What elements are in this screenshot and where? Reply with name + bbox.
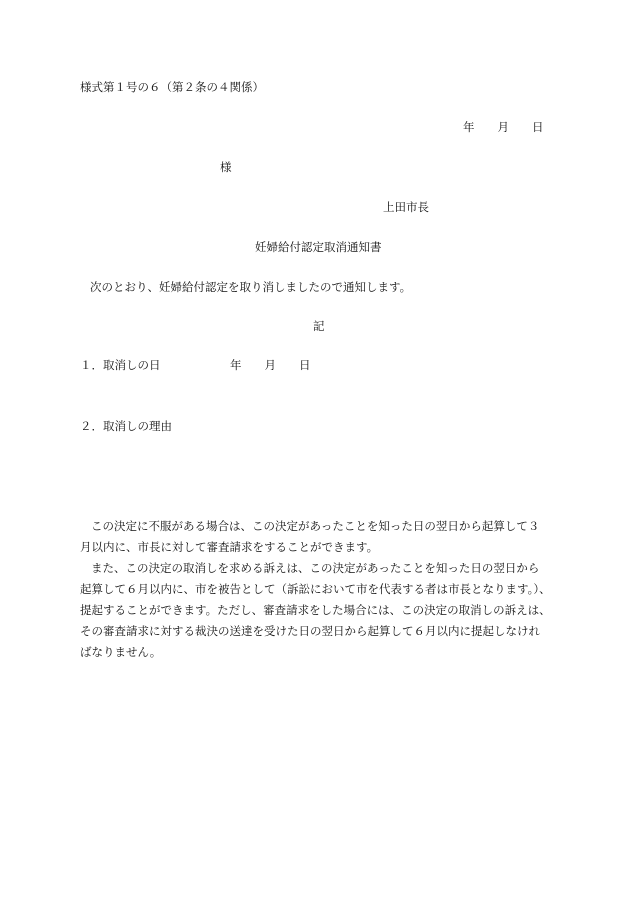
appeal-paragraph-1-line-1: この決定に不服がある場合は、この決定があったことを知った日の翌日から起算して３ <box>91 519 540 533</box>
lawsuit-paragraph-line-3: 提起することができます。ただし、審査請求をした場合には、この決定の取消しの訴えは、 <box>80 603 551 617</box>
appeal-paragraph-1 <box>80 516 600 558</box>
lawsuit-paragraph-line-1: また、この決定の取消しを求める訴えは、この決定があったことを知った日の翌日から <box>91 561 540 575</box>
lawsuit-paragraph-line-2: 起算して６月以内に、市を被告として（訴訟において市を代表する者は市長となります。）、 <box>80 582 551 596</box>
lawsuit-paragraph-line-4: その審査請求に対する裁決の送達を受けた日の翌日から起算して６月以内に提起しなけれ <box>80 624 540 638</box>
cancellation-date-label: １．取消しの日 <box>80 358 161 372</box>
issuer-name: 上田市長 <box>383 200 429 214</box>
issue-date-blank: 年 月 日 <box>463 120 544 134</box>
document-title: 妊婦給付認定取消通知書 <box>255 240 382 254</box>
intro-text: 次のとおり、妊婦給付認定を取り消しましたので通知します。 <box>90 280 412 294</box>
appeal-notice <box>80 516 600 663</box>
cancellation-date-blank: 年 月 日 <box>230 358 311 372</box>
form-number: 様式第１号の６（第２条の４関係） <box>80 80 264 94</box>
lawsuit-paragraph-line-5: ばなりません。 <box>80 645 162 659</box>
cancellation-reason-label: ２．取消しの理由 <box>80 419 172 433</box>
lawsuit-paragraph <box>80 558 600 663</box>
addressee-honorific: 様 <box>220 160 232 174</box>
appeal-paragraph-1-line-2: 月以内に、市長に対して審査請求をすることができます。 <box>80 540 379 554</box>
ki-heading: 記 <box>313 319 325 333</box>
